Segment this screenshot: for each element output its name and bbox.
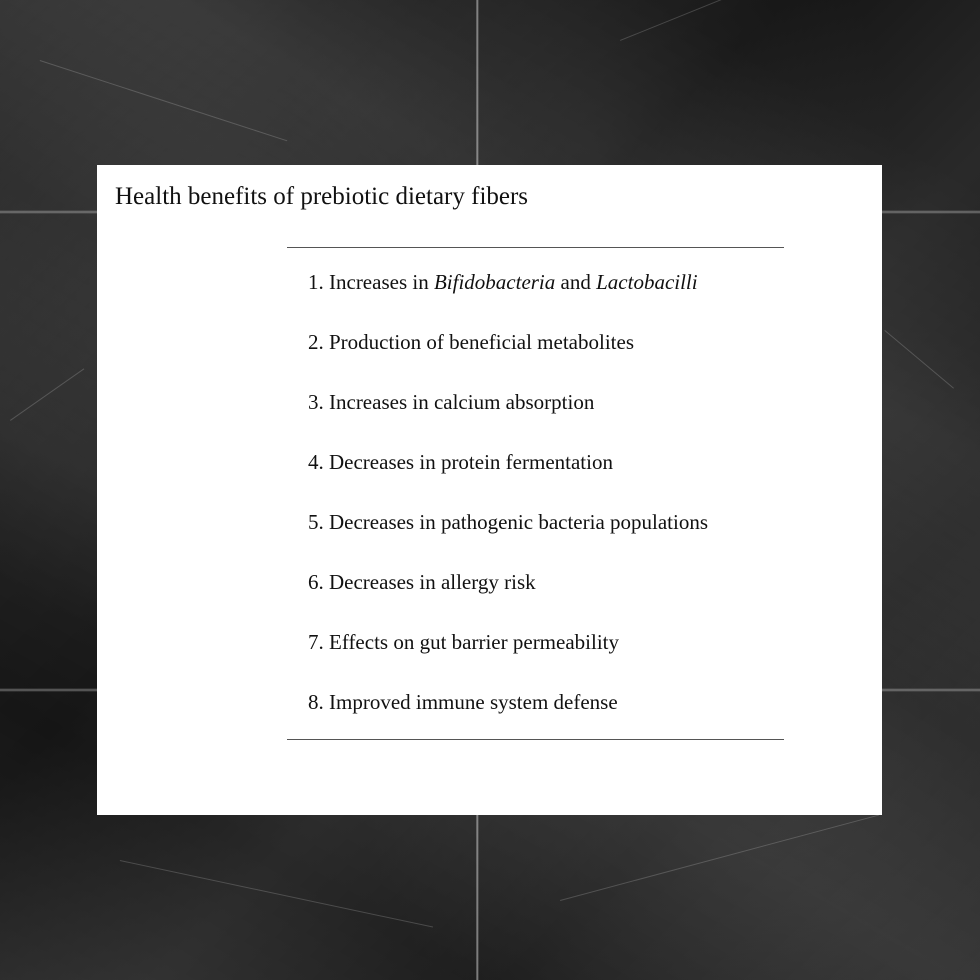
benefit-item xyxy=(308,628,708,688)
benefit-number: 4. xyxy=(308,450,329,474)
benefit-item xyxy=(308,508,708,568)
bottom-rule xyxy=(287,739,784,740)
document-card xyxy=(97,165,882,815)
benefit-text: Decreases in protein fermentation xyxy=(329,450,613,474)
top-rule xyxy=(287,247,784,248)
benefit-text: Effects on gut barrier permeability xyxy=(329,630,620,654)
background-crease xyxy=(40,60,288,141)
benefit-number: 7. xyxy=(308,630,329,654)
benefit-text: Increases in calcium absorption xyxy=(329,390,595,414)
benefit-number: 2. xyxy=(308,330,329,354)
benefit-number: 6. xyxy=(308,570,329,594)
background-crease xyxy=(10,368,84,420)
benefit-number: 5. xyxy=(308,510,329,534)
benefit-number: 3. xyxy=(308,390,329,414)
benefit-text: Decreases in allergy risk xyxy=(329,570,536,594)
benefit-item xyxy=(308,568,708,628)
benefit-text: Production of beneficial metabolites xyxy=(329,330,634,354)
background-crease xyxy=(620,0,899,41)
benefit-item xyxy=(308,328,708,388)
benefit-item xyxy=(308,388,708,448)
benefit-text: Decreases in pathogenic bacteria populations xyxy=(329,510,709,534)
page-title: Health benefits of prebiotic dietary fibers xyxy=(115,183,529,210)
benefit-number: 8. xyxy=(308,690,329,714)
benefit-list xyxy=(308,268,708,748)
benefit-text: and xyxy=(555,270,597,294)
benefit-number: 1. xyxy=(308,270,329,294)
background-crease xyxy=(560,815,879,901)
benefit-text-italic: Lactobacilli xyxy=(596,270,698,294)
background-crease xyxy=(884,330,954,389)
benefit-item xyxy=(308,268,708,328)
benefit-text: Improved immune system defense xyxy=(329,690,618,714)
benefit-text: Increases in xyxy=(329,270,434,294)
benefit-text-italic: Bifidobacteria xyxy=(433,270,556,294)
background-crease xyxy=(120,860,433,928)
benefit-item xyxy=(308,448,708,508)
